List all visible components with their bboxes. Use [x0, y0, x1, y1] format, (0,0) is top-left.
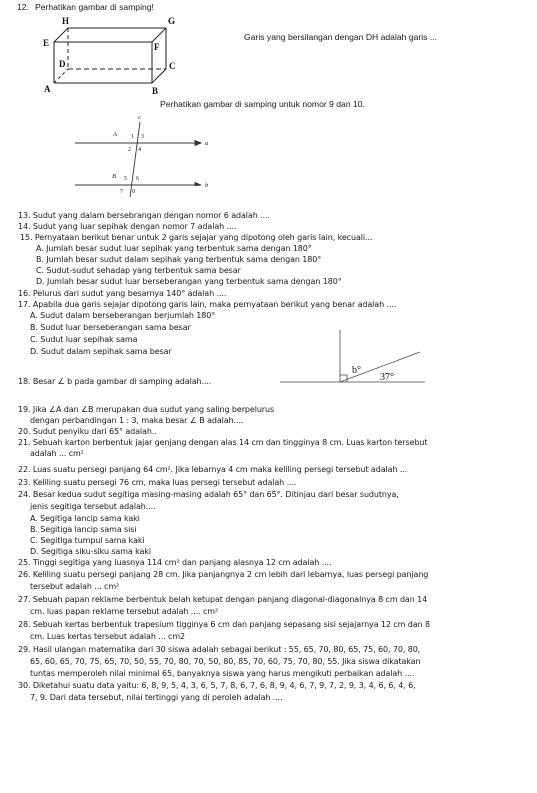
question-29-line-1: 29. Hasil ulangan matematika dari 30 siswa adalah sebagai berikut : 55, 65, 70, 80, 65, 75, 60, 70, 80, [18, 645, 421, 654]
question-19-line-1: 19. Jika ∠A dan ∠B merupakan dua sudut yang saling berpelurus [18, 405, 275, 414]
question-24-option-c: C. Segitiga tumpul sama kaki [30, 536, 145, 545]
angle-5: 5 [124, 176, 127, 182]
question-29-line-3: tuntas memperoleh nilai minimal 65, banyaknya siswa yang harus mengikuti perbaikan adalah .... [30, 669, 415, 678]
question-26-line-1: 26. Keliling suatu persegi panjang 28 cm. Jika panjangnya 2 cm lebih dari lebarnya, luas persegi panjang [18, 570, 429, 579]
question-15-option-c: C. Sudut-sudut sehadap yang terbentuk sama besar [36, 266, 241, 275]
question-17-option-c: C. Sudut luar sepihak sama [30, 335, 138, 344]
question-16: 16. Pelurus dari sudut yang besarnya 140° adalah .... [18, 289, 227, 298]
angle-8: 8 [132, 189, 135, 195]
question-22: 22. Luas suatu persegi panjang 64 cm². Jika lebarnya 4 cm maka keliling persegi tersebut adalah ... [18, 465, 408, 474]
question-28-line-2: cm. Luas kertas tersebut adalah ... cm2 [30, 632, 186, 641]
question-27-line-1: 27. Sebuah papan reklame berbentuk belah ketupat dengan panjang diagonal-diagonalnya 8 cm dan 14 [18, 595, 428, 604]
vertex-label-c: C [169, 61, 176, 71]
question-18: 18. Besar ∠ b pada gambar di samping adalah.... [18, 377, 212, 386]
line-label-a: a [205, 140, 209, 147]
question-26-line-2: tersebut adalah ... cm² [30, 582, 120, 591]
line-label-c: c [138, 114, 141, 121]
question-25: 25. Tinggi segitiga yang luasnya 114 cm² dan panjang alasnya 12 cm adalah .... [18, 558, 332, 567]
question-15: 15. Pernyataan berikut benar untuk 2 garis sejajar yang dipotong oleh garis lain, kecuali... [20, 233, 373, 242]
angle-6: 6 [136, 176, 139, 182]
question-12-side-text: Garis yang bersilangan dengan DH adalah garis ... [244, 32, 437, 42]
angle-37-label: 37° [380, 372, 394, 383]
vertex-label-a: A [44, 84, 51, 94]
question-28-line-1: 28. Sebuah kertas berbentuk trapesium tigginya 6 cm dan panjang sepasang sisi sejajarnya 12 cm dan 8 [18, 620, 430, 629]
angle-b-label: b° [352, 365, 361, 376]
parallel-lines-figure [75, 112, 235, 202]
angle-2: 2 [128, 147, 131, 153]
question-23: 23. Keliling suatu persegi 76 cm, maka luas persegi tersebut adalah .... [18, 478, 297, 487]
question-19-line-2: dengan perbandingan 1 : 3, maka besar ∠ B adalah.... [30, 416, 244, 425]
angle-1: 1 [131, 134, 134, 140]
question-29-line-2: 65, 60, 65, 70, 75, 65, 70, 50, 55, 70, 80, 70, 50, 80, 85, 70, 60, 75, 70, 80, 55. Jika siswa dikatakan [30, 657, 421, 666]
question-12-text: Perhatikan gambar di samping! [35, 2, 154, 12]
question-14: 14. Sudut yang luar sepihak dengan nomor 7 adalah .... [18, 222, 237, 231]
question-24-option-b: B. Segitiga lancip sama sisi [30, 525, 137, 534]
question-27-line-2: cm. luas papan reklame tersebut adalah .... cm² [30, 607, 219, 616]
question-17-option-d: D. Sudut dalam sepihak sama besar [30, 347, 172, 356]
question-24-line-1: 24. Besar kedua sudut segitiga masing-masing adalah 65° dan 65°. Ditinjau dari besar sudutnya, [18, 490, 399, 499]
question-13: 13. Sudut yang dalam bersebrangan dengan nomor 6 adalah .... [18, 211, 270, 220]
question-17: 17. Apabila dua garis sejajar dipotong garis lain, maka pernyataan berikut yang benar adalah .... [18, 300, 397, 309]
vertex-label-g: G [168, 16, 176, 26]
question-15-option-d: D. Jumlah besar sudut luar berseberangan yang terbentuk sama dengan 180° [36, 277, 342, 286]
point-label-b-upper: B [112, 173, 116, 180]
question-20: 20. Sudut penyiku dari 65° adalah.. [18, 427, 157, 436]
question-21-line-2: adalah ... cm² [30, 449, 84, 458]
angle-4: 4 [138, 147, 141, 153]
vertex-label-b: B [152, 86, 159, 96]
angle-3: 3 [141, 134, 144, 140]
question-24-option-a: A. Segitiga lancip sama kaki [30, 514, 140, 523]
question-21-line-1: 21. Sebuah karton berbentuk jajar genjang dengan alas 14 cm dan tingginya 8 cm. Luas karton tersebut [18, 438, 428, 447]
question-24-option-d: D. Segitiga siku-siku sama kaki [30, 547, 152, 556]
question-24-line-2: jenis segitiga tersebut adalah.... [30, 502, 156, 511]
question-15-option-a: A. Jumlah besar sudut luar sepihak yang terbentuk sama dengan 180° [36, 244, 312, 253]
line-label-b: b [205, 182, 209, 189]
right-angle-figure [280, 330, 430, 390]
question-30-line-2: 7, 9. Dari data tersebut, nilai tertinggi yang di peroleh adalah .... [30, 693, 283, 702]
question-17-option-a: A. Sudut dalam berseberangan berjumlah 180° [30, 311, 216, 320]
question-17-option-b: B. Sudut luar berseberangan sama besar [30, 323, 191, 332]
point-label-a-upper: A [113, 131, 117, 138]
question-15-option-b: B. Jumlah besar sudut dalam sepihak yang terbentuk sama dengan 180° [36, 255, 322, 264]
angle-7: 7 [120, 189, 123, 195]
vertex-label-h: H [62, 16, 70, 26]
intro-9-10: Perhatikan gambar di samping untuk nomor 9 dan 10. [160, 99, 365, 109]
vertex-label-d: D [59, 59, 66, 69]
vertex-label-e: E [43, 38, 50, 48]
cuboid-figure [40, 12, 200, 97]
question-12-number: 12. [17, 2, 29, 12]
vertex-label-f: F [154, 42, 160, 52]
question-30-line-1: 30. Diketahui suatu data yaitu: 6, 8, 9, 5, 4, 3, 6, 5, 7, 8, 6, 7, 6, 8, 9, 4, 6, 7, 9, 7, 2, 9, 3, 4, 6, 6, 4, 6, [18, 681, 416, 690]
